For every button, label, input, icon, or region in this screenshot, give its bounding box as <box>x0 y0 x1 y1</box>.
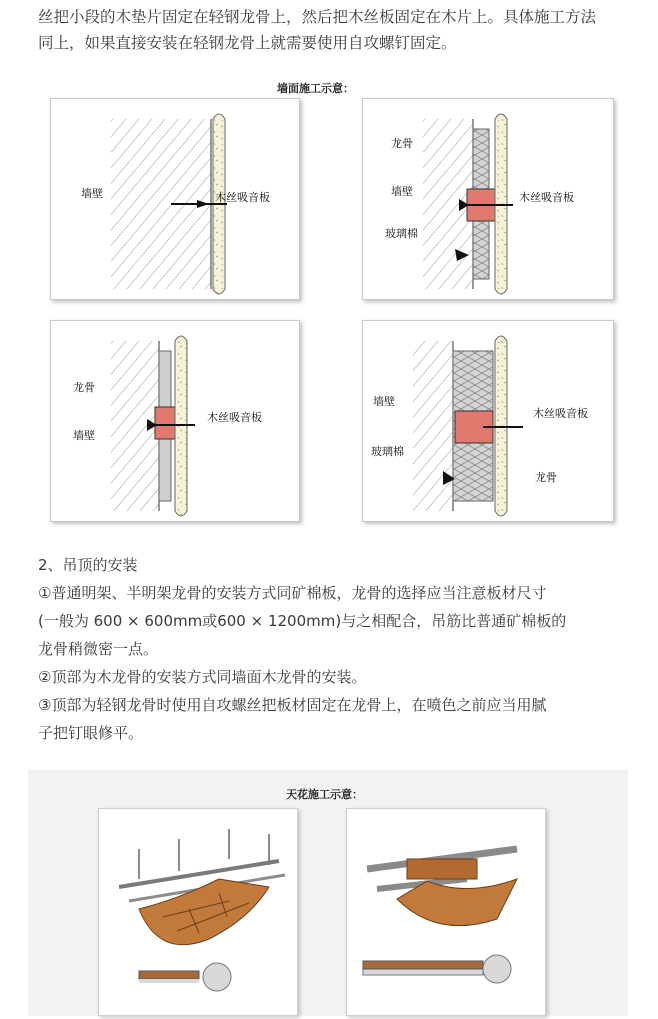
panel1-wall-label: 墙壁 <box>81 187 103 200</box>
panel4-wall-label: 墙壁 <box>373 395 395 408</box>
panel1-board-label: 木丝吸音板 <box>215 191 270 204</box>
panel3-keel-label: 龙骨 <box>73 381 95 394</box>
wall-panel-1 <box>50 98 300 300</box>
panel4-keel-label: 龙骨 <box>535 471 557 484</box>
wall-panel-4 <box>362 320 614 522</box>
section2-item1-line1: ①普通明架、半明架龙骨的安装方式同矿棉板，龙骨的选择应当注意板材尺寸 <box>38 584 547 602</box>
ceiling-panel-1-drawing <box>99 809 297 1015</box>
intro-line-2: 同上，如果直接安装在轻钢龙骨上就需要使用自攻螺钉固定。 <box>38 34 457 52</box>
ceiling-panel-2 <box>346 808 546 1016</box>
ceiling-figure-title: 天花施工示意： <box>286 788 363 801</box>
panel4-board-label: 木丝吸音板 <box>533 407 588 420</box>
ceiling-panel-2-drawing <box>347 809 545 1015</box>
section2-item1-line2: (一般为 600 × 600mm或600 × 1200mm)与之相配合，吊筋比普通矿棉板的 <box>38 612 567 630</box>
ceiling-figure <box>28 770 628 1016</box>
panel3-board-label: 木丝吸音板 <box>207 411 262 424</box>
intro-paragraph <box>38 4 638 56</box>
panel4-glasswool-label: 玻璃棉 <box>371 445 404 458</box>
section2-item3-line1: ③顶部为轻钢龙骨时使用自攻螺丝把板材固定在龙骨上，在喷色之前应当用腻 <box>38 696 547 714</box>
intro-line-1: 丝把小段的木垫片固定在轻钢龙骨上，然后把木丝板固定在木片上。具体施工方法 <box>38 8 597 26</box>
panel2-glasswool-label: 玻璃棉 <box>385 227 418 240</box>
ceiling-install-section <box>38 551 638 747</box>
panel3-wall-label: 墙壁 <box>73 429 95 442</box>
wall-figure-title: 墙面施工示意： <box>277 82 354 95</box>
section2-item3-line2: 子把钉眼修平。 <box>38 724 144 742</box>
panel2-wall-label: 墙壁 <box>391 185 413 198</box>
wall-panel-2-drawing <box>363 99 613 299</box>
wall-panel-2 <box>362 98 614 300</box>
panel2-board-label: 木丝吸音板 <box>519 191 574 204</box>
ceiling-panel-1 <box>98 808 298 1016</box>
section2-item1-line3: 龙骨稍微密一点。 <box>38 640 159 658</box>
wall-panel-3 <box>50 320 300 522</box>
section2-item2: ②顶部为木龙骨的安装方式同墙面木龙骨的安装。 <box>38 668 367 686</box>
section2-heading: 2、吊顶的安装 <box>38 556 138 574</box>
panel2-keel-label: 龙骨 <box>391 137 413 150</box>
wall-panel-4-drawing <box>363 321 613 521</box>
